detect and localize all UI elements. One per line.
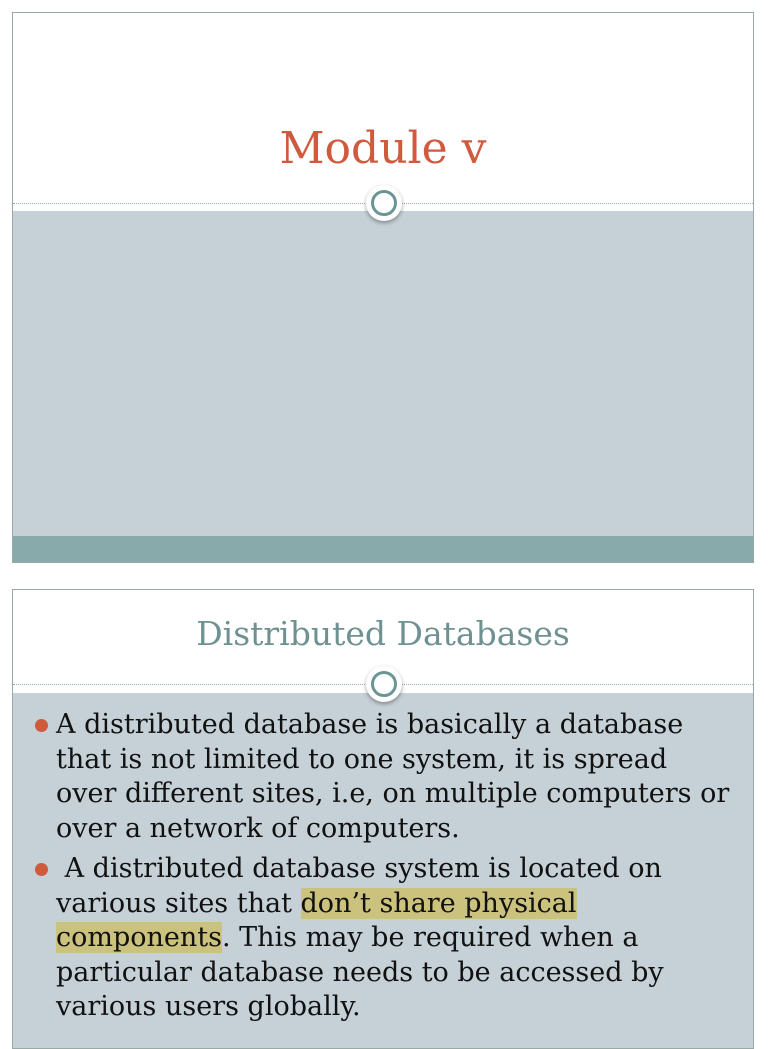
bullet-item (35, 708, 735, 846)
bullet-dot-icon (35, 863, 48, 876)
slide-body (13, 211, 753, 537)
bullet-text-part: . This may be required when a particular database needs to be accessed by various users globally. (56, 922, 664, 1022)
bullet-item (35, 852, 735, 1025)
bullet-list (35, 708, 735, 1031)
footer-band (13, 536, 753, 562)
content-slide (12, 589, 754, 1049)
bullet-text-part: A distributed database system is located on various sites that (56, 853, 671, 919)
bullet-dot-icon (35, 719, 48, 732)
circle-ornament-icon (366, 666, 402, 702)
slide-title: Distributed Databases (196, 614, 570, 653)
circle-ornament-icon (366, 185, 402, 221)
bullet-text (56, 853, 670, 1022)
slide-title: Module v (279, 123, 487, 174)
title-slide (12, 12, 754, 563)
title-area (13, 13, 753, 205)
highlighted-text: don’t share physical components (56, 887, 577, 953)
bullet-text: A distributed database is basically a database that is not limited to one system, it is spread over different sites, i.e, on multiple computers or over a network of computers. (56, 709, 730, 844)
